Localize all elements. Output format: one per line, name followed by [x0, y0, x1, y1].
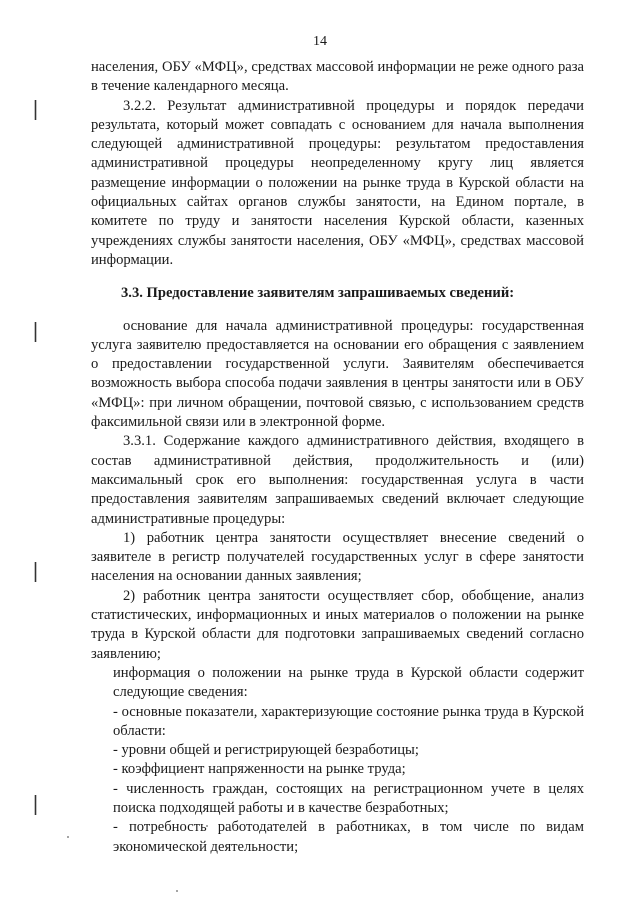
margin-mark	[34, 100, 37, 120]
list-item: - коэффициент напряженности на рынке труда;	[113, 761, 406, 778]
list-item: - уровни общей и регистрирующей безработицы;	[113, 742, 419, 759]
paragraph: 3.2.2. Результат административной процедуры и порядок передачи результата, который может совпадать с основанием для начала выполнения следующей административной процедуры: результатом предоставления административной процедуры неопределенному кругу лиц является размещение информации о положении на рынке труда в Курской области на официальных сайтах органов службы занятости, на Едином портале, в комитете по труду и занятости населения Курской области, казенных учреждениях службы занятости населения, ОБУ «МФЦ», средствах массовой информации.	[91, 97, 584, 268]
document-body	[91, 58, 584, 857]
list-item: - основные показатели, характеризующие состояние рынка труда в Курской области:	[113, 703, 584, 739]
paragraph: 2) работник центра занятости осуществляет сбор, обобщение, анализ статистических, информационных и иных материалов о положении на рынке труда в Курской области для подготовки запрашиваемых сведений согласно заявлению;	[91, 587, 584, 662]
list-item: - потребность работодателей в работниках, в том числе по видам экономической деятельности;	[113, 819, 584, 855]
margin-mark	[34, 795, 37, 815]
scan-speck	[67, 836, 69, 838]
section-heading: 3.3. Предоставление заявителям запрашиваемых сведений:	[121, 285, 515, 302]
paragraph: населения, ОБУ «МФЦ», средствах массовой информации не реже одного раза в течение календарного месяца.	[91, 59, 584, 95]
paragraph: 1) работник центра занятости осуществляет внесение сведений о заявителе в регистр получателей государственных услуг в сфере занятости населения на основании данных заявления;	[91, 529, 584, 585]
scan-speck	[176, 890, 178, 892]
list-item: - численность граждан, состоящих на регистрационном учете в целях поиска подходящей работы и в качестве безработных;	[113, 780, 584, 816]
margin-mark	[34, 322, 37, 342]
margin-mark	[34, 562, 37, 582]
paragraph: основание для начала административной процедуры: государственная услуга заявителю предоставляется на основании его обращения с заявлением о предоставлении государственной услуги. Заявителям обеспечивается возможность выбора способа подачи заявления в центры занятости или в ОБУ «МФЦ»: при личном обращении, почтовой связью, с использованием средств факсимильной связи или в электронной форме.	[91, 317, 584, 431]
page-number: 14	[313, 34, 327, 49]
paragraph: 3.3.1. Содержание каждого административного действия, входящего в состав административной действия, продолжительность и (или) максимальный срок его выполнения: государственная услуга в части предоставления заявителям запрашиваемых сведений включает следующие административные процедуры:	[91, 433, 584, 527]
paragraph: информация о положении на рынке труда в Курской области содержит следующие сведения:	[113, 664, 584, 701]
